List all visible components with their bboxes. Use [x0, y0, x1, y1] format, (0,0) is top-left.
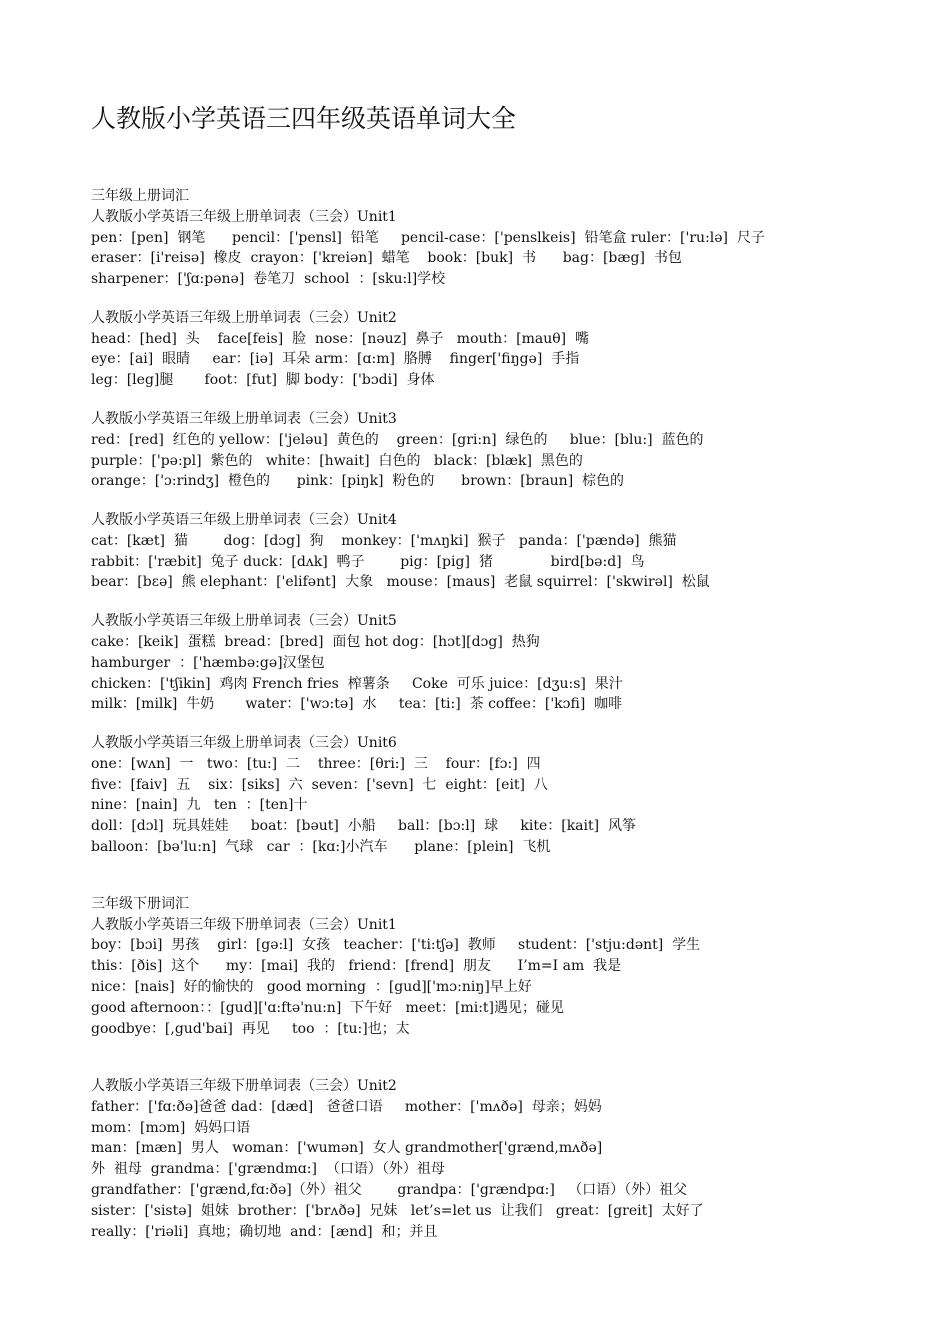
section-heading: 人教版小学英语三年级上册单词表（三会）Unit2 [91, 310, 397, 326]
vocab-line: grandfather：['grænd,fɑ:ðə]（外）祖父 grandpa：['grændpɑ:] （口语）（外）祖父 [91, 1182, 688, 1198]
vocab-line: rabbit：['ræbit] 兔子 duck：[dʌk] 鸭子 pig：[pig] 猪 bird[bə:d] 鸟 [91, 554, 645, 570]
vocab-line: doll：[dɔl] 玩具娃娃 boat：[bəut] 小船 ball：[bɔ:l] 球 kite：[kait] 风筝 [91, 818, 636, 834]
vocab-line: chicken：['tʃikin] 鸡肉 French fries 榨薯条 Coke 可乐 juice：[dʒu:s] 果汁 [91, 676, 623, 692]
vocab-line: leg：[leg]腿 foot：[fut] 脚 body：['bɔdi] 身体 [91, 372, 435, 388]
section-heading: 人教版小学英语三年级上册单词表（三会）Unit6 [91, 735, 397, 751]
vocab-line: cake：[keik] 蛋糕 bread：[bred] 面包 hot dog：[hɔt][dɔg] 热狗 [91, 634, 540, 650]
section-heading: 人教版小学英语三年级上册单词表（三会）Unit4 [91, 512, 397, 528]
vocab-line: one：[wʌn] 一 two：[tu:] 二 three：[θri:] 三 four：[fɔ:] 四 [91, 756, 541, 772]
vocab-line: balloon：[bə'lu:n] 气球 car ：[kɑ:]小汽车 plane：[plein] 飞机 [91, 839, 551, 855]
vocab-line: five：[faiv] 五 six：[siks] 六 seven：['sevn] 七 eight：[eit] 八 [91, 777, 548, 793]
section-heading: 人教版小学英语三年级下册单词表（三会）Unit2 [91, 1078, 397, 1094]
vocab-line: head：[hed] 头 face[feis] 脸 nose：[nəuz] 鼻子 mouth：[mauθ] 嘴 [91, 331, 590, 347]
vocab-line: eraser：[i'reisə] 橡皮 crayon：['kreiən] 蜡笔 book：[buk] 书 bag：[bæg] 书包 [91, 250, 682, 266]
vocab-line: goodbye：[,gud'bai] 再见 too ：[tu:]也；太 [91, 1021, 410, 1037]
section-heading: 人教版小学英语三年级上册单词表（三会）Unit5 [91, 613, 397, 629]
vocab-line: mom：[mɔm] 妈妈口语 [91, 1120, 251, 1136]
section-heading: 人教版小学英语三年级上册单词表（三会）Unit1 [91, 209, 397, 225]
vocab-line: purple：['pə:pl] 紫色的 white：[hwait] 白色的 black：[blæk] 黑色的 [91, 453, 583, 469]
vocab-line: man：[mæn] 男人 woman：['wumən] 女人 grandmother['grænd,mʌðə] [91, 1140, 603, 1156]
vocab-line: nine：[nain] 九 ten ：[ten]十 [91, 797, 308, 813]
vocab-line: good afternoon：：[gud]['ɑ:ftə'nu:n] 下午好 meet：[mi:t]遇见；碰见 [91, 1000, 565, 1016]
section-heading: 三年级下册词汇 [91, 896, 189, 912]
document-title: 人教版小学英语三四年级英语单词大全 [91, 104, 517, 133]
vocab-line: eye：[ai] 眼睛 ear：[iə] 耳朵 arm：[ɑ:m] 胳膊 finger['fiŋgə] 手指 [91, 351, 580, 367]
vocab-line: boy：[bɔi] 男孩 girl：[gə:l] 女孩 teacher：['ti:tʃə] 教师 student：['stju:dənt] 学生 [91, 937, 701, 953]
vocab-line: hamburger ：['hæmbə:gə]汉堡包 [91, 655, 325, 671]
vocab-line: this：[ðis] 这个 my：[mai] 我的 friend：[frend] 朋友 I’m=I am 我是 [91, 958, 622, 974]
section-heading: 人教版小学英语三年级下册单词表（三会）Unit1 [91, 917, 397, 933]
vocab-line: father：['fɑ:ðə]爸爸 dad：[dæd] 爸爸口语 mother：['mʌðə] 母亲；妈妈 [91, 1099, 602, 1115]
section-heading: 三年级上册词汇 [91, 188, 189, 204]
vocab-line: 外 祖母 grandma：['grændmɑ:] （口语）（外）祖母 [91, 1161, 445, 1177]
vocab-line: sharpener：['ʃɑ:pənə] 卷笔刀 school ：[sku:l]学校 [91, 271, 446, 287]
section-heading: 人教版小学英语三年级上册单词表（三会）Unit3 [91, 411, 397, 427]
vocab-line: nice：[nais] 好的愉快的 good morning ：[gud]['mɔ:niŋ]早上好 [91, 979, 532, 995]
vocab-line: orange：['ɔ:rindʒ] 橙色的 pink：[piŋk] 粉色的 brown：[braun] 棕色的 [91, 473, 625, 489]
vocab-line: sister：['sistə] 姐妹 brother：['brʌðə] 兄妹 let’s=let us 让我们 great：[greit] 太好了 [91, 1203, 704, 1219]
vocab-line: really：['riəli] 真地；确切地 and：[ænd] 和；并且 [91, 1224, 438, 1240]
vocab-line: pen：[pen] 钢笔 pencil：['pensl] 铅笔 pencil-case：['penslkeis] 铅笔盒 ruler：['ru:lə] 尺子 [91, 230, 765, 246]
vocab-line: red：[red] 红色的 yellow：['jeləu] 黄色的 green：[gri:n] 绿色的 blue：[blu:] 蓝色的 [91, 432, 704, 448]
vocab-line: milk：[milk] 牛奶 water：['wɔ:tə] 水 tea：[ti:] 茶 coffee：['kɔfi] 咖啡 [91, 696, 623, 712]
vocab-line: bear：[bɛə] 熊 elephant：['elifənt] 大象 mouse：[maus] 老鼠 squirrel：['skwirəl] 松鼠 [91, 574, 710, 590]
vocab-line: cat：[kæt] 猫 dog：[dɔg] 狗 monkey：['mʌŋki] 猴子 panda：['pændə] 熊猫 [91, 533, 677, 549]
